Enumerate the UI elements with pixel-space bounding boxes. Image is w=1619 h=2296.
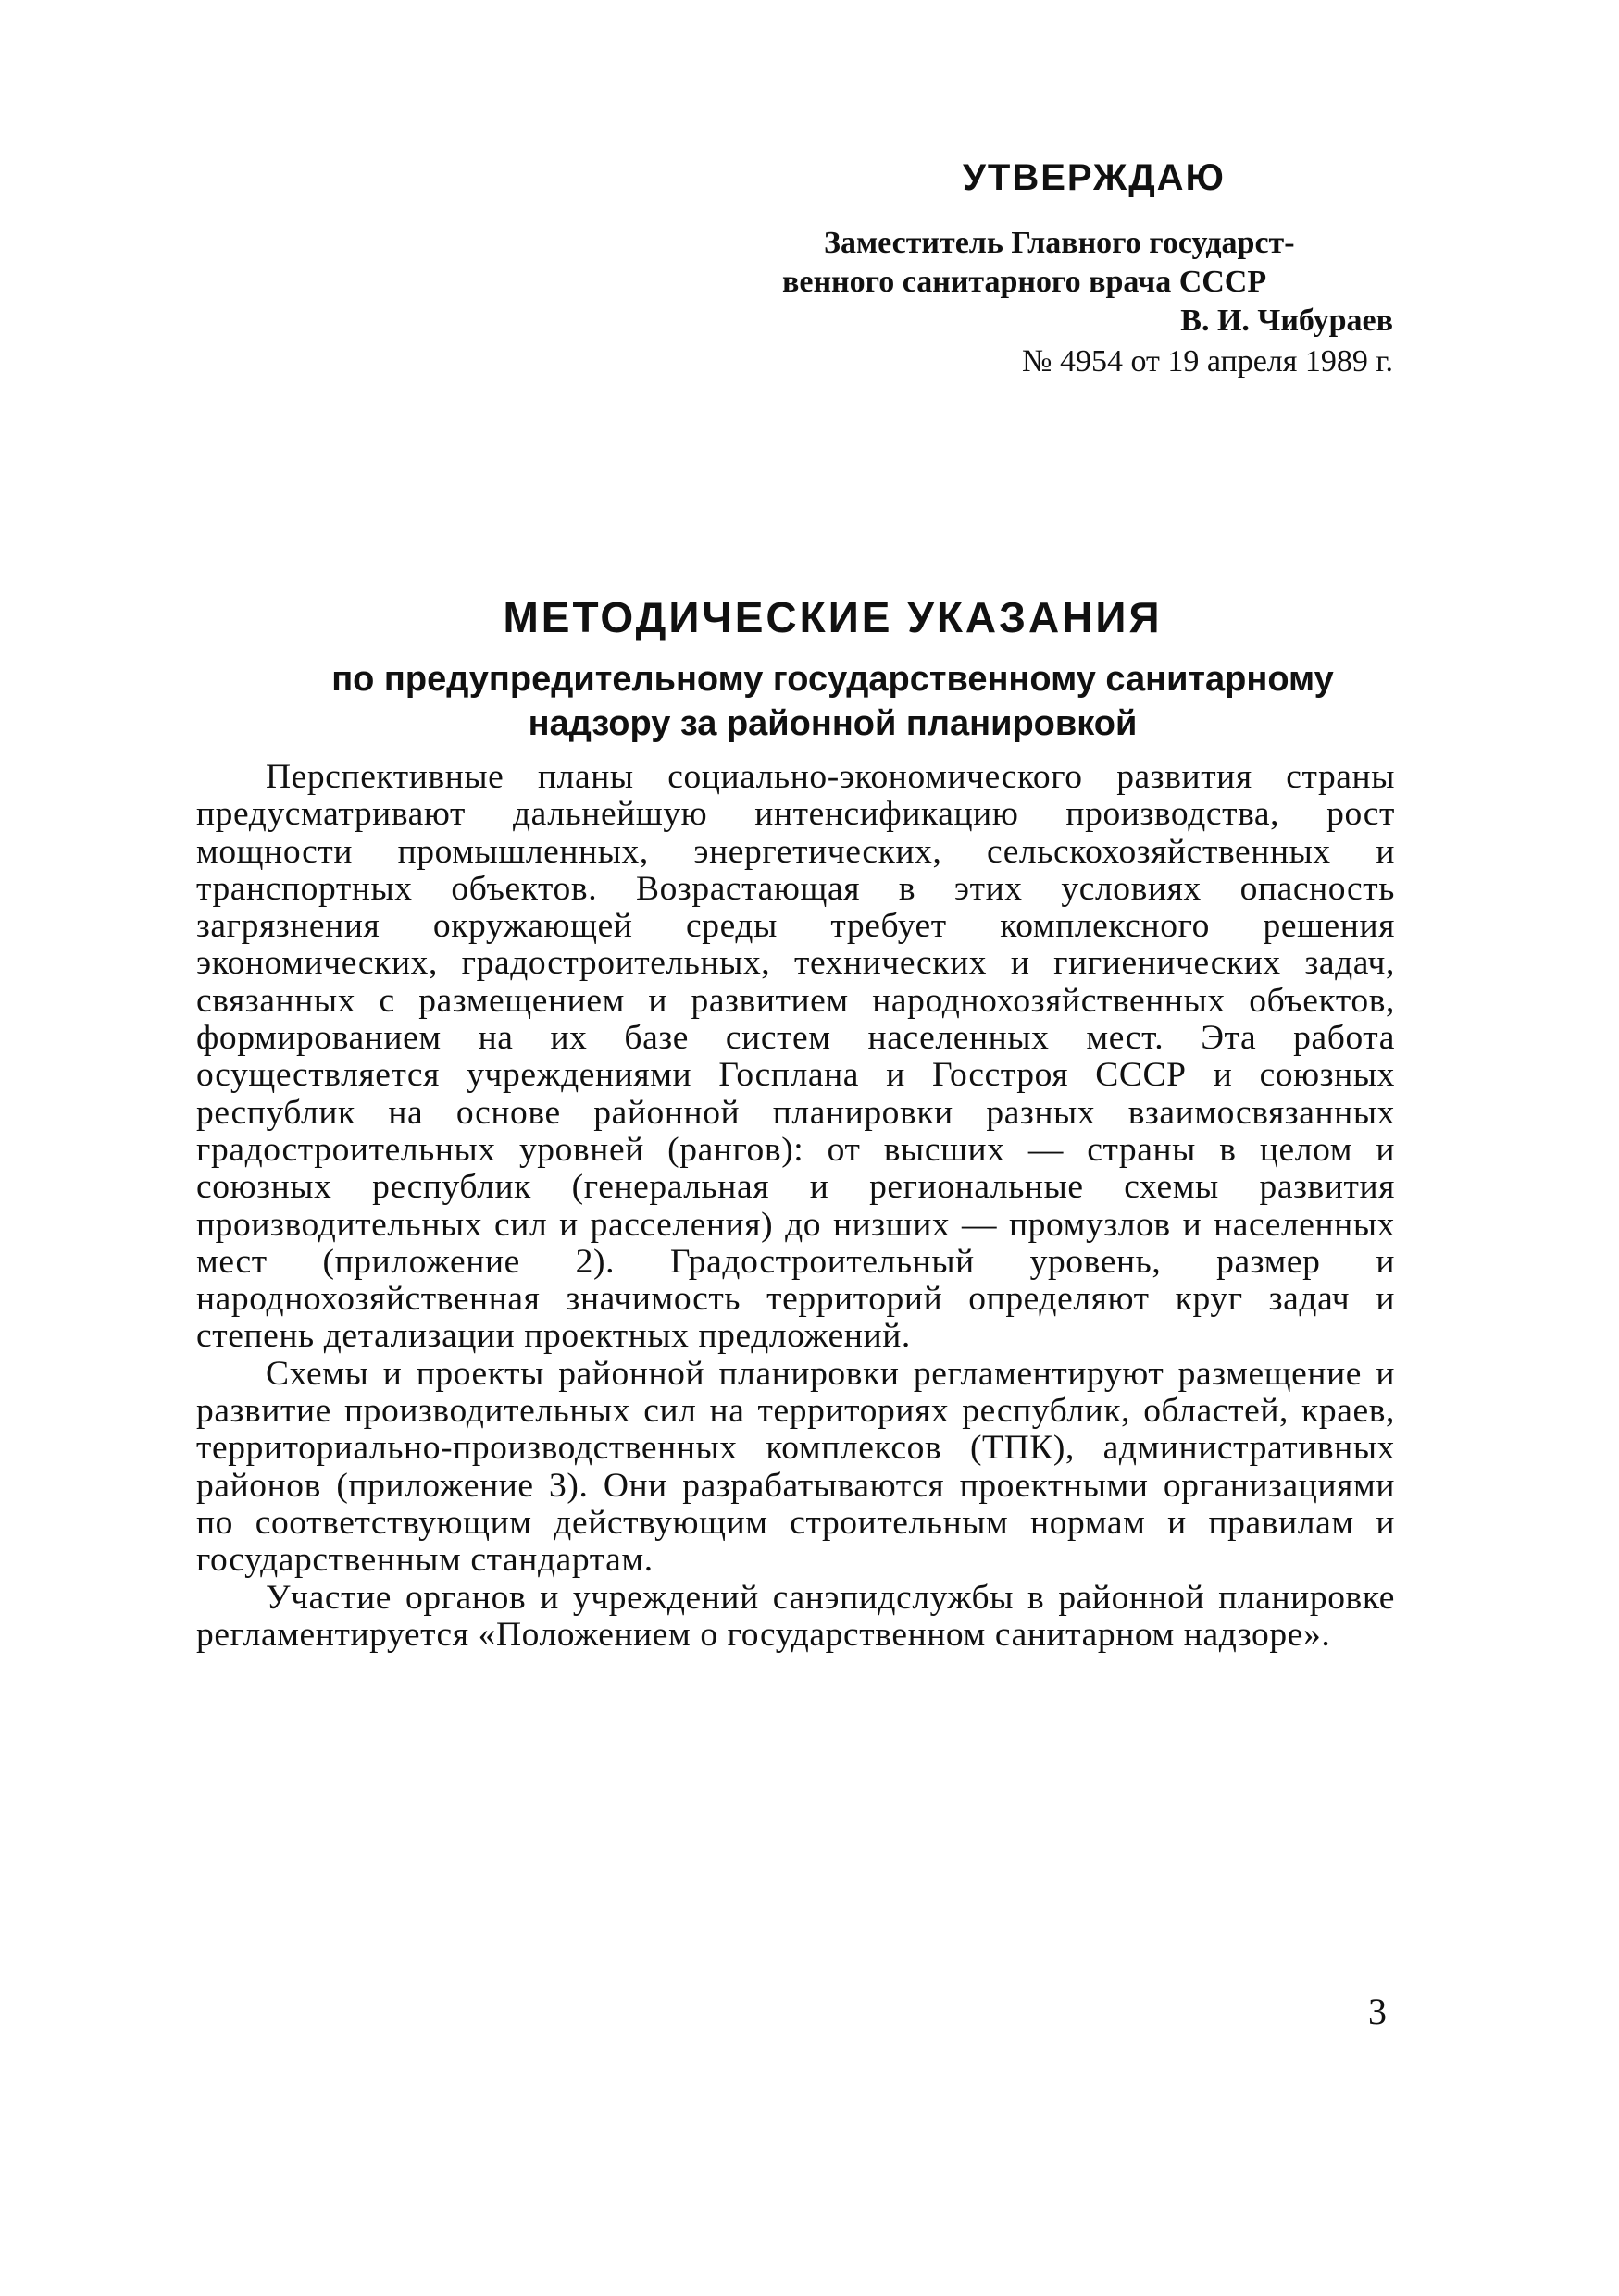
document-subtitle-line-2: надзору за районной планировкой: [528, 704, 1138, 743]
document-title: МЕТОДИЧЕСКИЕ УКАЗАНИЯ: [503, 593, 1163, 641]
page-number: 3: [1368, 1991, 1387, 2032]
approval-position-line-2: венного санитарного врача СССР: [782, 265, 1267, 299]
document-subtitle-line-1: по предупредительному государственному санитарному: [331, 660, 1334, 699]
approval-number-date: № 4954 от 19 апреля 1989 г.: [1022, 344, 1393, 379]
document-body: [196, 759, 1395, 1654]
approval-position-line-1: Заместитель Главного государст-: [824, 226, 1295, 260]
approval-signatory: В. И. Чибураев: [1180, 304, 1393, 338]
paragraph: Схемы и проекты районной планировки регламентируют размещение и развитие производительных сил на территориях республик, областей, краев, территориально-производственных комплексов (ТПК), административных районов (приложение 3). Они разрабатываются проектными организациями по соответствующим действующим строительным нормам и правилам и государственным стандартам.: [196, 1354, 1395, 1580]
paragraph: Участие органов и учреждений санэпидслужбы в районной планировке регламентируется «Положением о государственном санитарном надзоре».: [196, 1578, 1395, 1654]
paragraph: Перспективные планы социально-экономического развития страны предусматривают дальнейшую интенсификацию производства, рост мощности промышленных, энергетических, сельскохозяйственных и транспортных объектов. Возрастающая в этих условиях опасность загрязнения окружающей среды требует комплексного решения экономических, градостроительных, технических и гигиенических задач, связанных с размещением и развитием народнохозяйственных объектов, формированием на их базе систем населенных мест. Эта работа осуществляется учреждениями Госплана и Госстроя СССР и союзных республик на основе районной планировки разных взаимосвязанных градостроительных уровней (рангов): от высших — страны в целом и союзных республик (генеральная и региональные схемы развития производительных сил и расселения) до низших — промузлов и населенных мест (приложение 2). Градостроительный уровень, размер и народнохозяйственная значимость территорий определяют круг задач и степень детализации проектных предложений.: [196, 758, 1395, 1356]
approval-title: УТВЕРЖДАЮ: [963, 157, 1226, 198]
document-subtitle: [0, 657, 1619, 746]
